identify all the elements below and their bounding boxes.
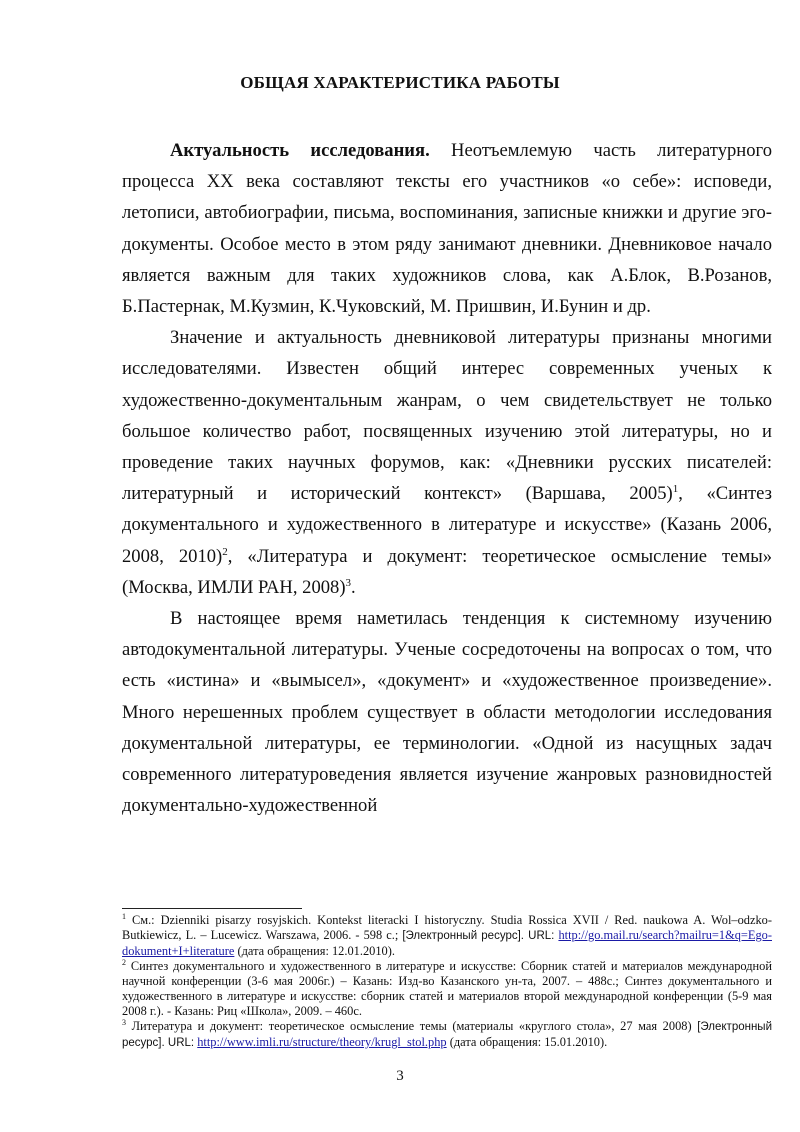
paragraph-significance: [122, 322, 772, 603]
footnote-number: 1: [122, 911, 126, 921]
footnote-ref-3[interactable]: 3: [345, 576, 352, 589]
footnote-text: (дата обращения: 12.01.2010).: [234, 944, 395, 958]
footnote-resource-label: [Электронный ресурс]. URL:: [122, 1021, 772, 1049]
footnote-resource-label: [Электронный ресурс]. URL:: [402, 930, 555, 942]
body-text: [122, 135, 772, 821]
paragraph-text: , «Литература и документ: теоретическое осмысление темы» (Москва, ИМЛИ РАН, 2008): [122, 545, 772, 598]
footnote-divider: [122, 908, 302, 909]
paragraph-text: .: [351, 576, 356, 598]
section-heading: ОБЩАЯ ХАРАКТЕРИСТИКА РАБОТЫ: [240, 73, 560, 92]
paragraph-text: , «Синтез документального и художественного в литературе и искусстве» (Казань 2006, 2008, 2010): [122, 483, 772, 567]
footnote-text: См.: Dzienniki pisarzy rosyjskich. Kontekst literacki I historyczny. Studia Rossica XVII / Red. naukowa A. Wol–odzko-Butkiewicz, L. – Lucewicz. Warszawa, 2006. - 598 с.;: [122, 913, 772, 942]
footnote-ref-1[interactable]: 1: [672, 483, 679, 496]
footnote-text: (дата обращения: 15.01.2010).: [446, 1035, 608, 1049]
footnote-ref-2[interactable]: 2: [222, 545, 228, 558]
footnote-number: 2: [122, 957, 126, 967]
paragraph-text: Значение и актуальность дневниковой литературы признаны многими исследователями. Известен общий интерес современных ученых к художественно-документальным жанрам, о чем свидетельствует не только большое количество работ, посвященных изучению этой литературы, но и проведение таких научных форумов, как: «Дневники русских писателей: литературный и исторический контекст» (Варшава, 2005): [122, 327, 772, 505]
footnote-text: Синтез документального и художественного в литературе и искусстве: Сборник статей и материалов международной научной конференции (3-6 мая 2006г.) – Казань: Изд-во Казанского ун-та, 2007. – 488с.; Синтез документального и художественного в литературе и искусстве: сборник статей и материалов второй международной конференции (5-9 мая 2008 г.). - Казань: Риц «Школа», 2009. – 460с.: [122, 959, 772, 1018]
paragraph-lead: Актуальность исследования.: [170, 140, 430, 161]
page-number: 3: [396, 1068, 404, 1084]
footnote-number: 3: [122, 1017, 126, 1027]
footnote-text: Литература и документ: теоретическое осмысление темы (материалы «круглого стола», 27 мая 2008): [126, 1019, 698, 1033]
footnote-3: [122, 1019, 772, 1051]
footnote-2: [122, 959, 772, 1019]
footnotes: [122, 913, 772, 1051]
paragraph-relevance: [122, 135, 772, 322]
footnote-1-link[interactable]: http://go.mail.ru/search?mailru=1&q=Ego-dokument+I+literature: [122, 928, 772, 958]
footnote-3-link[interactable]: http://www.imli.ru/structure/theory/krugl_stol.php: [197, 1035, 447, 1049]
footnote-1: [122, 913, 772, 959]
paragraph-trend: В настоящее время наметилась тенденция к системному изучению автодокументальной литературы. Ученые сосредоточены на вопросах о том, что есть «истина» и «вымысел», «документ» и «художественное произведение». Много нерешенных проблем существует в области методологии исследования документальной литературы, ее терминологии. «Одной из насущных задач современного литературоведения является изучение жанровых разновидностей документально-художественной: [122, 608, 772, 817]
paragraph-text: Неотъемлемую часть литературного процесса XX века составляют тексты его участников «о себе»: исповеди, летописи, автобиографии, письма, воспоминания, записные книжки и другие эго-документы. Особое место в этом ряду занимают дневники. Дневниковое начало является важным для таких художников слова, как А.Блок, В.Розанов, Б.Пастернак, М.Кузмин, К.Чуковский, М. Пришвин, И.Бунин и др.: [122, 140, 772, 318]
